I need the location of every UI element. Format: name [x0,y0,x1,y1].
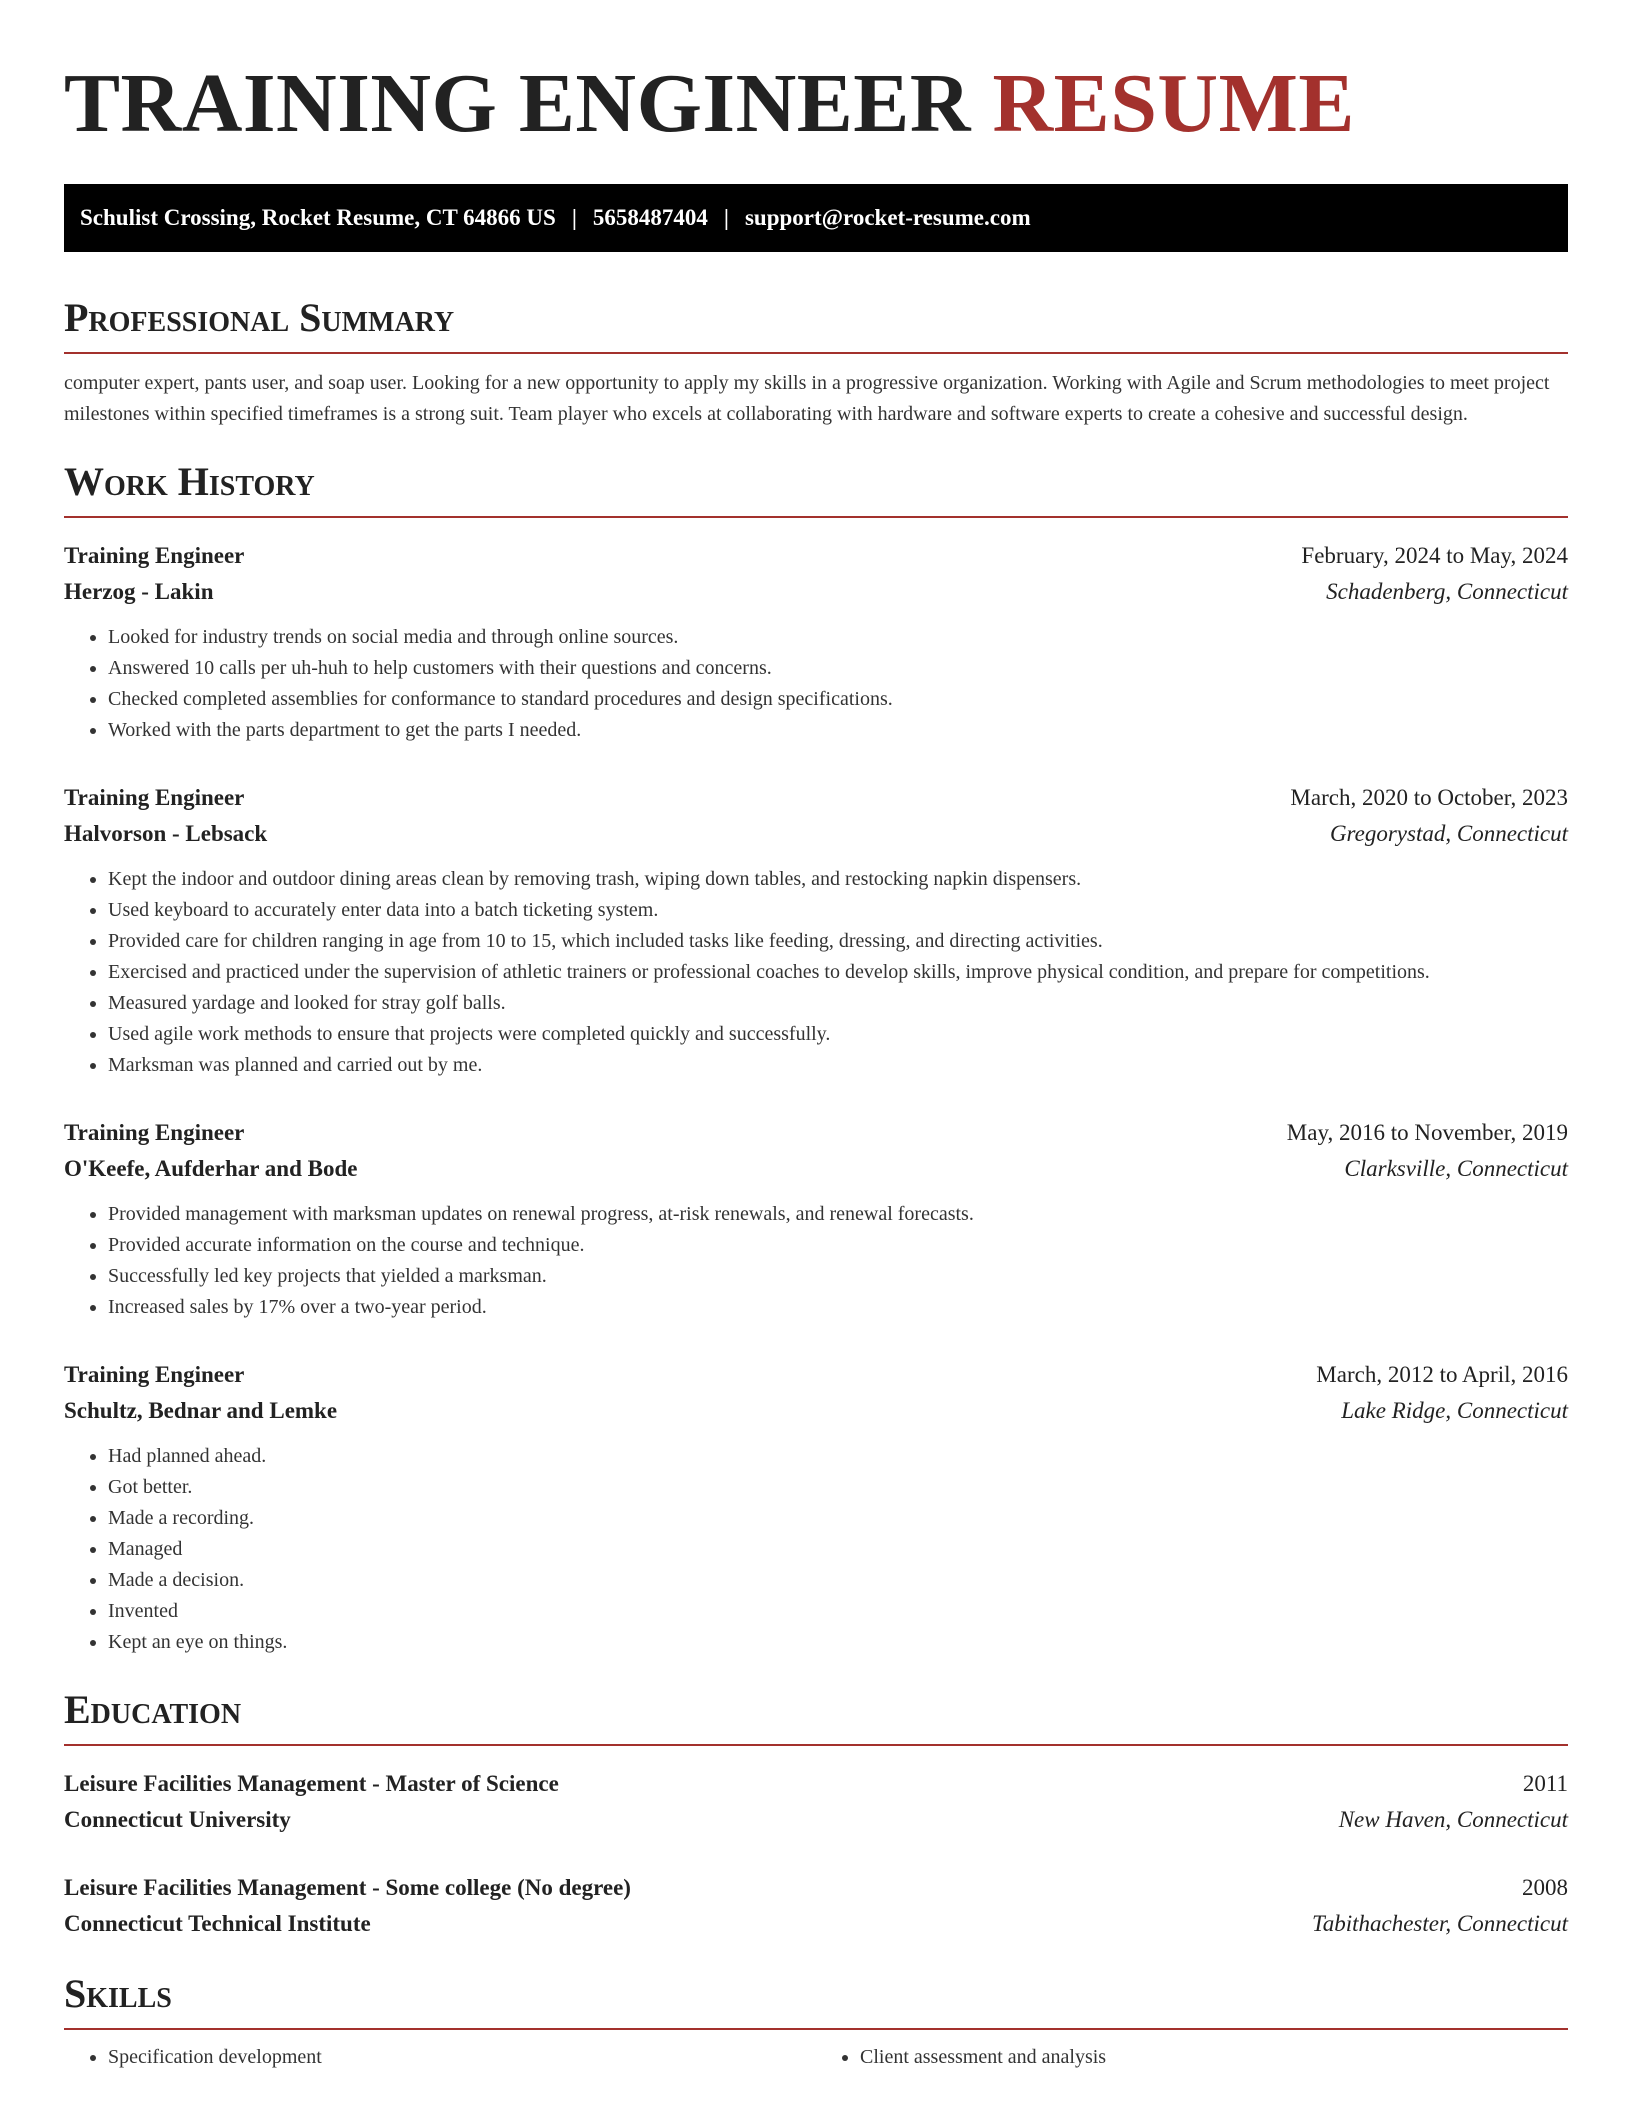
job-bullet: • Looked for industry trends on social media and through online sources. [108,622,1568,653]
job-bullet: • Exercised and practiced under the supervision of athletic trainers or professional coaches to develop skills, improve physical condition, and prepare for competitions. [108,957,1568,988]
education-year: 2008 [1522,1875,1568,1900]
education-heading: Education [64,1686,1568,1746]
work-history-heading: Work History [64,458,1568,518]
contact-separator: | [571,205,577,230]
job-entry [64,538,1568,746]
job-bullet: • Used keyboard to accurately enter data into a batch ticketing system. [108,895,1568,926]
job-dates: May, 2016 to November, 2019 [1286,1120,1568,1145]
job-entry [64,1115,1568,1323]
job-dates: March, 2020 to October, 2023 [1290,785,1568,810]
job-bullet: • Marksman was planned and carried out by me. [108,1050,1568,1081]
education-school: Connecticut University [64,1807,291,1832]
job-bullet: • Increased sales by 17% over a two-year period. [108,1292,1568,1323]
job-bullets [64,1441,1568,1658]
job-company: Herzog - Lakin [64,579,214,604]
job-location: Gregorystad, Connecticut [1329,821,1568,846]
job-bullet: • Made a recording. [108,1503,1568,1534]
skills-heading: Skills [64,1970,1568,2030]
job-bullet: • Provided care for children ranging in age from 10 to 15, which included tasks like feeding, dressing, and directing activities. [108,926,1568,957]
job-entry [64,780,1568,1081]
job-company: Schultz, Bednar and Lemke [64,1398,338,1423]
job-bullet: • Kept the indoor and outdoor dining areas clean by removing trash, wiping down tables, and restocking napkin dispensers. [108,864,1568,895]
job-dates: February, 2024 to May, 2024 [1301,543,1568,568]
job-bullet: • Measured yardage and looked for stray golf balls. [108,988,1568,1019]
job-bullet: • Checked completed assemblies for conformance to standard procedures and design specifications. [108,684,1568,715]
summary-heading: Professional Summary [64,294,1568,354]
job-bullet: • Managed [108,1534,1568,1565]
job-title: Training Engineer [64,543,245,568]
education-degree: Leisure Facilities Management - Some college (No degree) [64,1875,631,1900]
contact-bar [64,184,1568,252]
job-bullets [64,1199,1568,1323]
job-bullet: • Invented [108,1596,1568,1627]
contact-address: Schulist Crossing, Rocket Resume, CT 64866 US [80,205,556,230]
skills-list [64,2042,1568,2073]
job-title: Training Engineer [64,1362,245,1387]
education-school: Connecticut Technical Institute [64,1911,371,1936]
job-bullet: • Kept an eye on things. [108,1627,1568,1658]
job-bullet: • Provided management with marksman updates on renewal progress, at-risk renewals, and renewal forecasts. [108,1199,1568,1230]
summary-text: computer expert, pants user, and soap user. Looking for a new opportunity to apply my skills in a progressive organization. Working with Agile and Scrum methodologies to meet project milestones within specified timeframes is a strong suit. Team player who excels at collaborating with hardware and software experts to create a cohesive and successful design. [64,372,1550,425]
job-company: O'Keefe, Aufderhar and Bode [64,1156,358,1181]
contact-separator: | [723,205,729,230]
job-dates: March, 2012 to April, 2016 [1316,1362,1568,1387]
resume-title [64,0,1568,154]
skill-item: • Client assessment and analysis [860,2042,1568,2073]
job-location: Schadenberg, Connecticut [1326,579,1568,604]
skill-item: • Specification development [108,2042,816,2073]
education-entry [64,1870,1568,1942]
job-title: Training Engineer [64,1120,245,1145]
job-bullet: • Had planned ahead. [108,1441,1568,1472]
job-bullet: • Used agile work methods to ensure that projects were completed quickly and successfully. [108,1019,1568,1050]
education-location: New Haven, Connecticut [1338,1807,1568,1832]
skills-column-right [816,2042,1568,2073]
title-accent: RESUME [992,57,1355,150]
job-company: Halvorson - Lebsack [64,821,268,846]
job-bullet: • Made a decision. [108,1565,1568,1596]
job-bullet: • Answered 10 calls per uh-huh to help customers with their questions and concerns. [108,653,1568,684]
job-entry [64,1357,1568,1658]
job-bullet: • Successfully led key projects that yielded a marksman. [108,1261,1568,1292]
job-bullet: • Worked with the parts department to get the parts I needed. [108,715,1568,746]
education-year: 2011 [1522,1771,1568,1796]
job-bullets [64,864,1568,1081]
contact-email: support@rocket-resume.com [744,205,1031,230]
education-degree: Leisure Facilities Management - Master of Science [64,1771,559,1796]
skills-column-left [64,2042,816,2073]
job-location: Lake Ridge, Connecticut [1341,1398,1568,1423]
education-location: Tabithachester, Connecticut [1312,1911,1568,1936]
job-bullet: • Provided accurate information on the course and technique. [108,1230,1568,1261]
title-main: TRAINING ENGINEER [64,57,971,150]
education-entry [64,1766,1568,1838]
job-title: Training Engineer [64,785,245,810]
job-bullets [64,622,1568,746]
job-bullet: • Got better. [108,1472,1568,1503]
job-location: Clarksville, Connecticut [1344,1156,1568,1181]
contact-phone: 5658487404 [592,205,708,230]
